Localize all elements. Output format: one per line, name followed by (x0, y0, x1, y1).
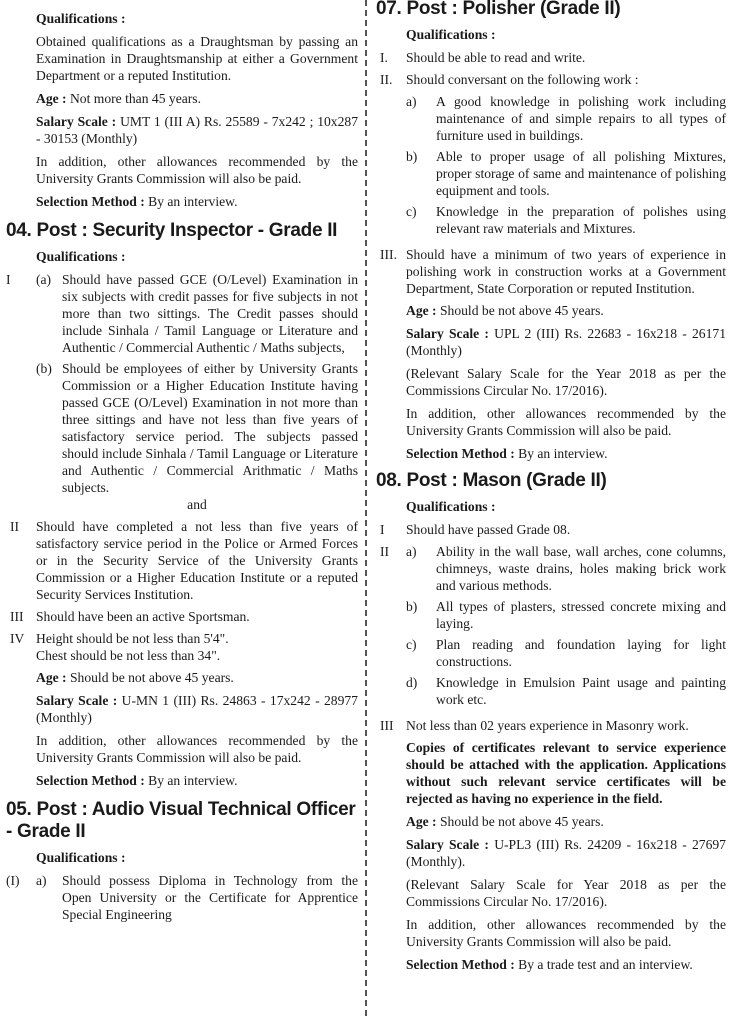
item-number: II (10, 519, 20, 534)
allowance-text: In addition, other allowances recommended by the University Grants Commission will also be paid. (36, 154, 358, 186)
item-number: II. (380, 72, 393, 87)
qualifications-heading: Qualifications : (36, 850, 126, 865)
age-line (36, 90, 358, 107)
item-III (6, 608, 358, 625)
right-column (376, 0, 726, 979)
post-08-footer (376, 739, 726, 973)
subitem-letter: a) (406, 94, 417, 109)
subitem-letter: c) (406, 204, 417, 219)
subitem-d (406, 674, 726, 708)
post-04-heading: 04. Post : Security Inspector - Grade II (6, 220, 338, 241)
left-column (6, 0, 358, 932)
post-05-body (6, 849, 358, 866)
post-07-heading: 07. Post : Polisher (Grade II) (376, 0, 621, 19)
post-04-body (6, 248, 358, 265)
salary-line (36, 113, 358, 147)
and-connector: and (187, 497, 207, 512)
qualifications-heading: Qualifications : (406, 499, 496, 514)
qualifications-heading: Qualifications : (36, 11, 126, 26)
allowance-text: In addition, other allowances recommended by the University Grants Commission will also be paid. (36, 733, 358, 765)
item-text: Should conversant on the following work : (406, 72, 639, 87)
item-number: (I) (6, 873, 20, 888)
salary-value: UMT 1 (III A) Rs. 25589 - 7x242 ; 10x287 - 30153 (Monthly) (36, 114, 358, 146)
subitem-b (36, 360, 358, 496)
qualifications-heading: Qualifications : (36, 249, 126, 264)
salary-label: Salary Scale : (36, 693, 118, 708)
salary-value: U-MN 1 (III) Rs. 24863 - 17x242 - 28977 (Monthly) (36, 693, 358, 725)
item-IV (6, 630, 358, 664)
subitem-a (406, 93, 726, 144)
subitem-text: Knowledge in Emulsion Paint usage and painting work etc. (436, 675, 726, 707)
age-value: Should be not above 45 years. (439, 814, 604, 829)
item-I (376, 521, 726, 538)
item-text: Not less than 02 years experience in Masonry work. (406, 718, 689, 733)
relevant-salary-note: (Relevant Salary Scale for the Year 2018 as per the Commissions Circular No. 17/2016). (406, 366, 726, 398)
post-07-footer (376, 302, 726, 462)
certificate-note: Copies of certificates relevant to service experience should be attached with the application. Applications without such relevant service certificates will be rejected as having no experience in the field. (406, 740, 726, 806)
salary-value: UPL 2 (III) Rs. 22683 - 16x218 - 26171 (Monthly) (406, 326, 726, 358)
post-04-footer (6, 669, 358, 789)
age-line (406, 813, 726, 830)
selection-label: Selection Method : (406, 446, 515, 461)
subitem-text: Should have passed GCE (O/Level) Examination in six subjects with credit passes for five subjects in not more than two sittings. The Credit passes should include Sinhala / Tamil Language or Literature and Authentic / Commercial Authentic / Maths subjects, (62, 272, 358, 355)
subitem-text: Ability in the wall base, wall arches, cone columns, chimneys, waste drains, holes making brick work and various methods. (436, 544, 726, 593)
item-number: III (380, 718, 394, 733)
age-label: Age : (406, 814, 437, 829)
subitem-letter: a) (406, 544, 417, 559)
item-I (6, 872, 358, 927)
item-III (376, 246, 726, 297)
item-text-height: Height should be not less than 5'4". (36, 631, 229, 646)
post-05-heading: 05. Post : Audio Visual Technical Officer - Grade II (6, 799, 356, 842)
item-number: IV (10, 631, 25, 646)
subitem-letter: c) (406, 637, 417, 652)
subitem-text: Able to proper usage of all polishing Mixtures, proper storage of same and maintenance of polishing equipment and tools. (436, 149, 726, 198)
column-divider (365, 0, 367, 1016)
selection-value: By an interview. (148, 194, 238, 209)
subitem-text: Knowledge in the preparation of polishes using relevant raw materials and Mixtures. (436, 204, 726, 236)
item-number: III (10, 609, 24, 624)
selection-value: By an interview. (148, 773, 238, 788)
subitem-letter: b) (406, 599, 418, 614)
salary-label: Salary Scale : (36, 114, 117, 129)
item-I (6, 271, 358, 513)
subitem-b (406, 598, 726, 632)
salary-line (36, 692, 358, 726)
subitem-letter: (a) (36, 272, 52, 287)
item-text: Should have been an active Sportsman. (36, 609, 250, 624)
draughtsman-section (6, 10, 358, 210)
salary-label: Salary Scale : (406, 837, 489, 852)
post-07-items (376, 49, 726, 297)
selection-line (36, 772, 358, 789)
item-number: III. (380, 247, 397, 262)
item-text: Should have completed a not less than five years of satisfactory service period in the Police or Armed Forces or in the Security Service of the University Grants Commission or a Higher Education Institute or a reputed Security Services Institution. (36, 519, 358, 602)
subitem-letter: a) (36, 873, 47, 888)
subitem-c (406, 203, 726, 237)
selection-label: Selection Method : (36, 773, 145, 788)
item-II (6, 518, 358, 603)
salary-line (406, 325, 726, 359)
selection-value: By an interview. (518, 446, 608, 461)
qualification-text: Obtained qualifications as a Draughtsman by passing an Examination in Draughtsmanship at either a Government Department or a reputed Institution. (36, 34, 358, 83)
subitem-letter: d) (406, 675, 418, 690)
age-value: Should be not above 45 years. (69, 670, 234, 685)
item-number: II (380, 544, 390, 559)
subitem-text: All types of plasters, stressed concrete mixing and laying. (436, 599, 726, 631)
selection-label: Selection Method : (406, 957, 515, 972)
salary-value: U-PL3 (III) Rs. 24209 - 16x218 - 27697 (Monthly). (406, 837, 726, 869)
selection-line (36, 193, 358, 210)
relevant-salary-note: (Relevant Salary Scale for Year 2018 as per the Commissions Circular No. 17/2016). (406, 877, 726, 909)
item-text: Should have passed Grade 08. (406, 522, 571, 537)
allowance-text: In addition, other allowances recommended by the University Grants Commission will also be paid. (406, 917, 726, 949)
subitem-letter: b) (406, 149, 418, 164)
selection-line (406, 445, 726, 462)
post-08-heading: 08. Post : Mason (Grade II) (376, 470, 607, 491)
subitem-a (36, 271, 358, 356)
age-line (406, 302, 726, 319)
age-label: Age : (36, 91, 67, 106)
subitem-text: Plan reading and foundation laying for light constructions. (436, 637, 726, 669)
item-number: I (6, 272, 11, 287)
allowance-text: In addition, other allowances recommended by the University Grants Commission will also be paid. (406, 406, 726, 438)
subitem-text: Should be employees of either by University Grants Commission or a Higher Education Institute having passed GCE (O/Level) Examination in not more than three sittings and have not less than five years of satisfactory service period. The subjects passed should include Sinhala / Tamil Language or Literature and Authentic / Commercial Arithmatic / Maths subjects. (62, 361, 358, 495)
subitem-text: A good knowledge in polishing work including maintenance of and simple repairs to all types of furniture used in buildings. (436, 94, 726, 143)
item-text: Should have a minimum of two years of experience in polishing work in construction works at a Government Department, State Corporation or reputed Institution. (406, 247, 726, 296)
post-08-body (376, 498, 726, 515)
salary-label: Salary Scale : (406, 326, 489, 341)
item-II (376, 543, 726, 712)
selection-line (406, 956, 726, 973)
subitem-a (36, 872, 358, 923)
subitem-a (406, 543, 726, 594)
age-label: Age : (36, 670, 67, 685)
age-value: Not more than 45 years. (69, 91, 201, 106)
subitem-letter: (b) (36, 361, 52, 376)
selection-label: Selection Method : (36, 194, 145, 209)
item-III (376, 717, 726, 734)
post-07-body (376, 26, 726, 43)
item-text-chest: Chest should be not less than 34". (36, 648, 221, 663)
post-08-items (376, 521, 726, 734)
subitem-text: Should possess Diploma in Technology from the Open University or the Certificate for Apprentice Special Engineering (62, 873, 358, 922)
selection-value: By a trade test and an interview. (518, 957, 693, 972)
subitem-b (406, 148, 726, 199)
item-I (376, 49, 726, 66)
item-text: Should be able to read and write. (406, 50, 586, 65)
qualifications-heading: Qualifications : (406, 27, 496, 42)
salary-line (406, 836, 726, 870)
age-label: Age : (406, 303, 437, 318)
item-number: I. (380, 50, 388, 65)
item-number: I (380, 522, 385, 537)
age-value: Should be not above 45 years. (439, 303, 604, 318)
item-II (376, 71, 726, 241)
age-line (36, 669, 358, 686)
subitem-c (406, 636, 726, 670)
post-04-items (6, 271, 358, 664)
